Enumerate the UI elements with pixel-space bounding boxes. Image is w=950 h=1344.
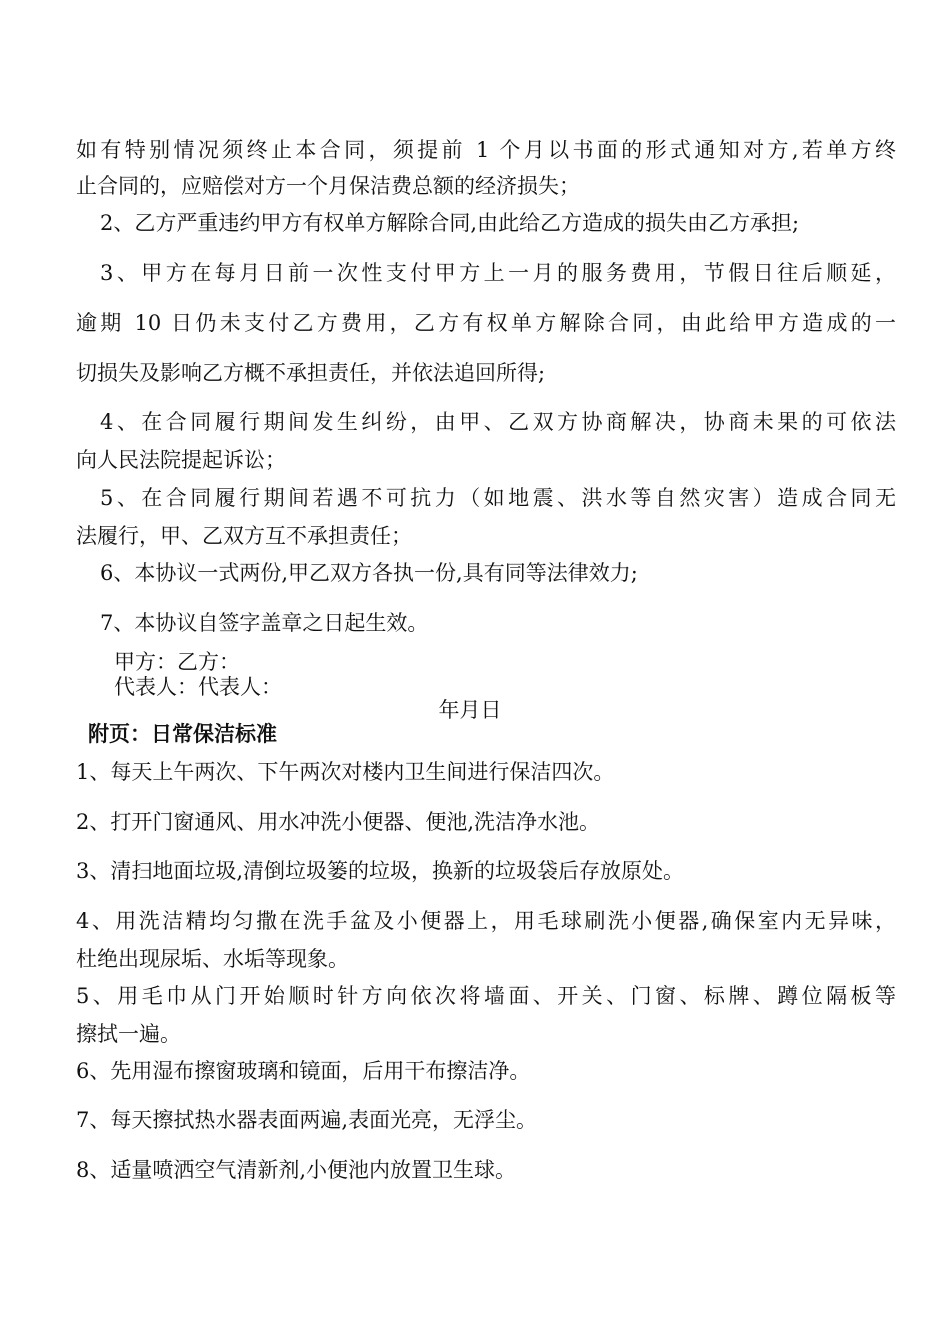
contract-item-5-line1: 5、在合同履行期间若遇不可抗力（如地震、洪水等自然灾害）造成合同无 — [100, 486, 896, 510]
appendix-title: 附页：日常保洁标准 — [88, 721, 277, 746]
appendix-standard-4-line2: 杜绝出现尿垢、水垢等现象。 — [76, 947, 349, 971]
appendix-standard-6: 6、先用湿布擦窗玻璃和镜面，后用干布擦洁净。 — [76, 1059, 531, 1083]
appendix-standard-3: 3、清扫地面垃圾,清倒垃圾篓的垃圾，换新的垃圾袋后存放原处。 — [76, 859, 685, 883]
appendix-standard-8: 8、适量喷洒空气清新剂,小便池内放置卫生球。 — [76, 1158, 517, 1182]
contract-item-3-line1: 3、甲方在每月日前一次性支付甲方上一月的服务费用，节假日往后顺延， — [100, 261, 896, 285]
appendix-standard-2: 2、打开门窗通风、用水冲洗小便器、便池,洗洁净水池。 — [76, 810, 601, 834]
appendix-standard-1: 1、每天上午两次、下午两次对楼内卫生间进行保洁四次。 — [76, 760, 615, 784]
contract-item-3-line2: 逾期 10 日仍未支付乙方费用，乙方有权单方解除合同，由此给甲方造成的一 — [76, 311, 896, 335]
signature-date: 年月日 — [438, 698, 502, 722]
appendix-standard-5-line2: 擦拭一遍。 — [76, 1022, 181, 1046]
signature-representatives: 代表人：代表人： — [114, 675, 282, 699]
contract-item-4-line1: 4、在合同履行期间发生纠纷，由甲、乙双方协商解决，协商未果的可依法 — [100, 410, 896, 434]
contract-item-5-line2: 法履行，甲、乙双方互不承担责任； — [76, 524, 412, 548]
contract-para1-line1: 如有特别情况须终止本合同，须提前 1 个月以书面的形式通知对方,若单方终 — [76, 138, 896, 162]
contract-item-3-line3: 切损失及影响乙方概不承担责任，并依法追回所得; — [76, 361, 546, 385]
signature-parties: 甲方：乙方： — [114, 650, 240, 674]
contract-item-2: 2、乙方严重违约甲方有权单方解除合同,由此给乙方造成的损失由乙方承担; — [100, 211, 800, 235]
contract-item-7: 7、本协议自签字盖章之日起生效。 — [100, 611, 429, 635]
contract-item-6: 6、本协议一式两份,甲乙双方各执一份,具有同等法律效力; — [100, 561, 638, 585]
appendix-standard-7: 7、每天擦拭热水器表面两遍,表面光亮，无浮尘。 — [76, 1108, 538, 1132]
appendix-standard-5-line1: 5、用毛巾从门开始顺时针方向依次将墙面、开关、门窗、标牌、蹲位隔板等 — [76, 984, 896, 1008]
appendix-standard-4-line1: 4、用洗洁精均匀撒在洗手盆及小便器上，用毛球刷洗小便器,确保室内无异味， — [76, 909, 896, 933]
contract-para1-line2: 止合同的，应赔偿对方一个月保洁费总额的经济损失； — [76, 174, 580, 198]
contract-item-4-line2: 向人民法院提起诉讼； — [76, 448, 286, 472]
